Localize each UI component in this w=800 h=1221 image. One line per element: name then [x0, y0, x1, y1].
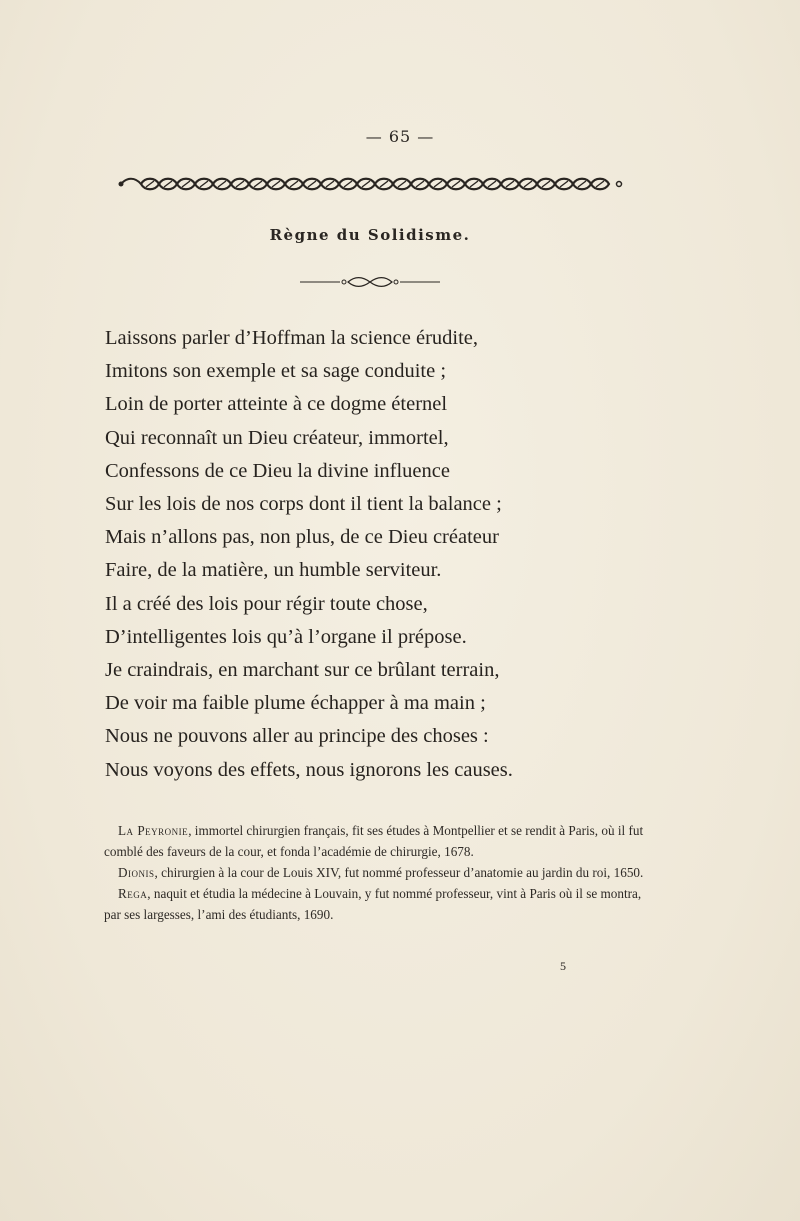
- poem-line: Nous voyons des effets, nous ignorons les causes.: [105, 758, 513, 781]
- footnote: [104, 883, 644, 925]
- chain-link-bar: [380, 181, 388, 187]
- chain-link-bar: [524, 181, 532, 187]
- chain-link-bar: [362, 181, 370, 187]
- chain-link-bar: [452, 181, 460, 187]
- poem-line: Je craindrais, en marchant sur ce brûlant terrain,: [105, 659, 500, 682]
- chain-link-bar: [290, 181, 298, 187]
- page-number: — 65 —: [365, 127, 435, 146]
- footnote-name: Dionis: [118, 865, 155, 880]
- section-title: Règne du Solidisme.: [269, 226, 471, 244]
- footnote: [104, 862, 644, 883]
- poem-line: Laissons parler d’Hoffman la science érudite,: [105, 327, 479, 349]
- chain-link-bar: [272, 181, 280, 187]
- poem-line: Mais n’allons pas, non plus, de ce Dieu créateur: [105, 526, 499, 549]
- poem-line: Nous ne pouvons aller au principe des choses :: [105, 725, 489, 748]
- poem-line: Imitons son exemple et sa sage conduite ;: [105, 360, 447, 383]
- chain-link-bar: [560, 181, 568, 187]
- poem-line: Faire, de la matière, un humble serviteur.: [105, 559, 442, 582]
- chain-link-bar: [146, 181, 154, 187]
- footnotes: [104, 820, 644, 925]
- chain-link-bar: [506, 181, 514, 187]
- chain-link-bar: [470, 181, 478, 187]
- footnote-text: , chirurgien à la cour de Louis XIV, fut nommé professeur d’anatomie au jardin du roi, 1650.: [154, 865, 644, 880]
- chain-link-bar: [542, 181, 550, 187]
- poem-line: Sur les lois de nos corps dont il tient la balance ;: [105, 493, 502, 516]
- poem-line: Loin de porter atteinte à ce dogme éternel: [105, 393, 448, 416]
- chain-link-bar: [488, 181, 496, 187]
- footnote-name: Rega: [118, 886, 148, 901]
- footnote-text: , immortel chirurgien français, fit ses études à Montpellier et se rendit à Paris, où il fut comblé des faveurs de la cour, et fonda l’académie de chirurgie, 1678.: [104, 823, 644, 859]
- poem-line: De voir ma faible plume échapper à ma main ;: [105, 692, 486, 715]
- poem-line: Qui reconnaît un Dieu créateur, immortel,: [105, 426, 449, 449]
- chain-link-bar: [344, 181, 352, 187]
- chain-link-bar: [398, 181, 406, 187]
- poem-line: Confessons de ce Dieu la divine influence: [105, 459, 450, 482]
- chain-link-bar: [596, 181, 604, 187]
- poem-line: Il a créé des lois pour régir toute chose,: [105, 592, 428, 615]
- chain-link-bar: [254, 181, 262, 187]
- ornamental-chain-icon: [117, 175, 623, 193]
- chain-link-bar: [578, 181, 586, 187]
- chain-link-bar: [326, 181, 334, 187]
- chain-link-bar: [308, 181, 316, 187]
- chain-link-bar: [236, 181, 244, 187]
- footnote-name: La Peyronie: [118, 823, 189, 838]
- poem-line: D’intelligentes lois qu’à l’organe il prépose.: [105, 625, 467, 648]
- footnote: [104, 820, 644, 862]
- footnote-text: , naquit et étudia la médecine à Louvain, y fut nommé professeur, vint à Paris où il se montra, par ses largesses, l’ami des étudiants, 1690.: [104, 886, 642, 922]
- chain-link-bar: [164, 181, 172, 187]
- chain-link-bar: [218, 181, 226, 187]
- chain-link-bar: [416, 181, 424, 187]
- chain-link-bar: [200, 181, 208, 187]
- chain-link-bar: [434, 181, 442, 187]
- poem: [105, 322, 645, 787]
- scroll-ornament-icon: [300, 275, 440, 289]
- chain-link-bar: [182, 181, 190, 187]
- signature-mark: 5: [560, 959, 566, 973]
